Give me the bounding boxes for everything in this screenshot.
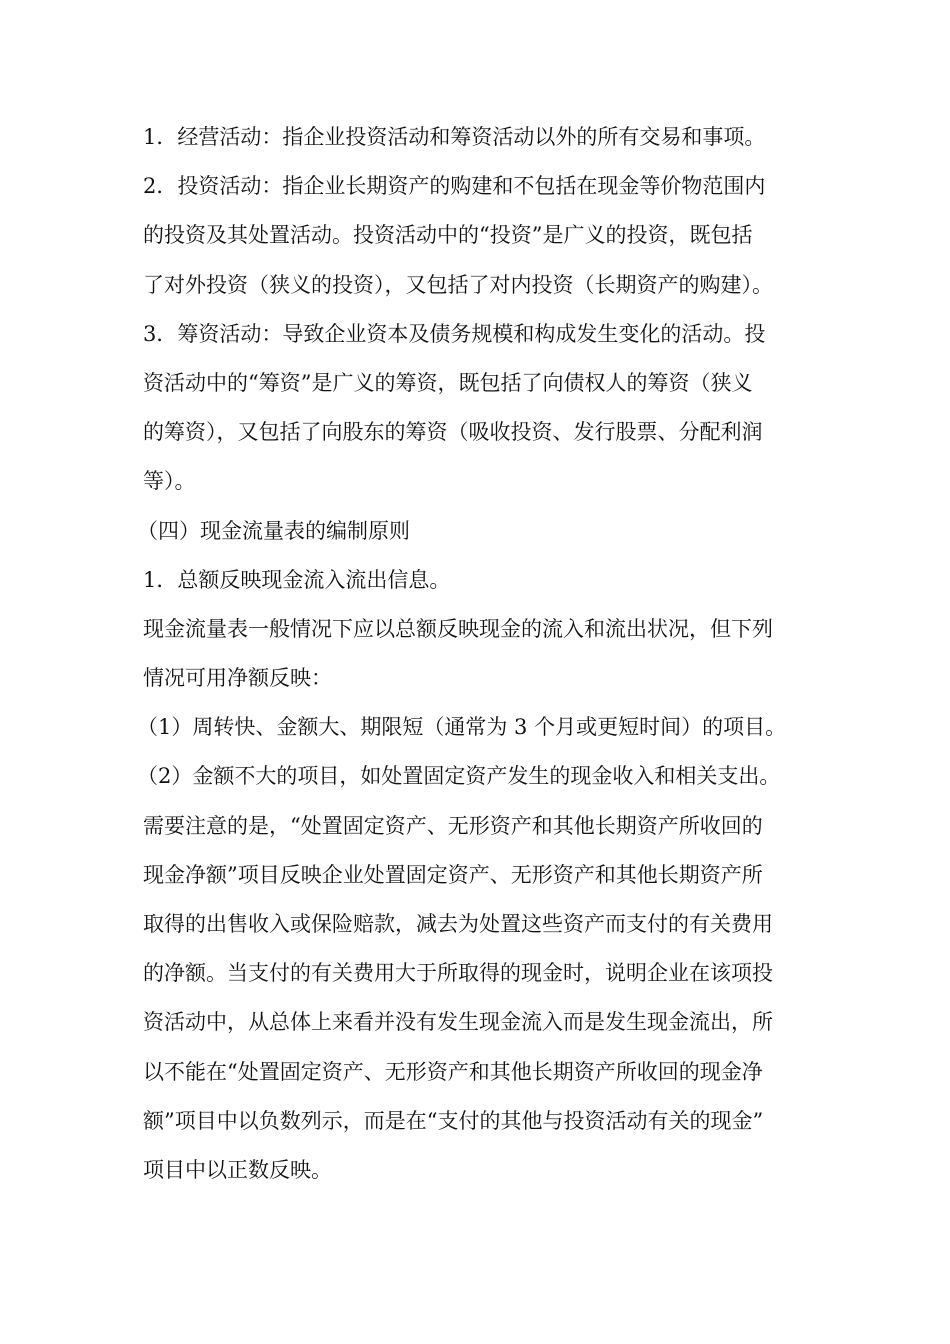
text-line: 资活动中，从总体上来看并没有发生现金流入而是发生现金流出，所 <box>143 1010 773 1035</box>
text-line: 了对外投资（狭义的投资），又包括了对内投资（长期资产的购建）。 <box>143 272 773 297</box>
text-line: 的筹资），又包括了向股东的筹资（吸收投资、发行股票、分配利润 <box>143 420 763 445</box>
section-heading: （四）现金流量表的编制原则 <box>137 518 410 543</box>
text-line: （2）金额不大的项目，如处置固定资产发生的现金收入和相关支出。 <box>137 764 781 789</box>
text-line: 以不能在“处置固定资产、无形资产和其他长期资产所收回的现金净 <box>143 1059 763 1084</box>
document-body <box>137 113 813 1195</box>
text-line: 的投资及其处置活动。投资活动中的“投资”是广义的投资，既包括 <box>143 223 753 248</box>
text-line: 取得的出售收入或保险赔款，减去为处置这些资产而支付的有关费用 <box>143 912 773 936</box>
text-line: 项目中以正数反映。 <box>143 1157 332 1182</box>
text-line: 2．投资活动：指企业长期资产的购建和不包括在现金等价物范围内 <box>143 174 766 199</box>
text-line: （1）周转快、金额大、期限短（通常为 3 个月或更短时间）的项目。 <box>137 715 787 740</box>
text-line: 额”项目中以负数列示，而是在“支付的其他与投资活动有关的现金” <box>143 1108 764 1133</box>
text-line: 等）。 <box>143 469 196 494</box>
text-line: 现金流量表一般情况下应以总额反映现金的流入和流出状况，但下列 <box>143 616 773 641</box>
text-line: 3．筹资活动：导致企业资本及债务规模和构成发生变化的活动。投 <box>143 321 766 346</box>
text-line: 的净额。当支付的有关费用大于所取得的现金时，说明企业在该项投 <box>143 961 773 986</box>
text-line: 1．经营活动：指企业投资活动和筹资活动以外的所有交易和事项。 <box>143 125 766 149</box>
text-line: 情况可用净额反映： <box>143 666 332 691</box>
text-line: 资活动中的“筹资”是广义的筹资，既包括了向债权人的筹资（狭义 <box>143 370 753 395</box>
text-line: 1．总额反映现金流入流出信息。 <box>143 567 451 592</box>
text-line: 需要注意的是，“处置固定资产、无形资产和其他长期资产所收回的 <box>143 813 763 838</box>
text-line: 现金净额”项目反映企业处置固定资产、无形资产和其他长期资产所 <box>143 862 763 887</box>
